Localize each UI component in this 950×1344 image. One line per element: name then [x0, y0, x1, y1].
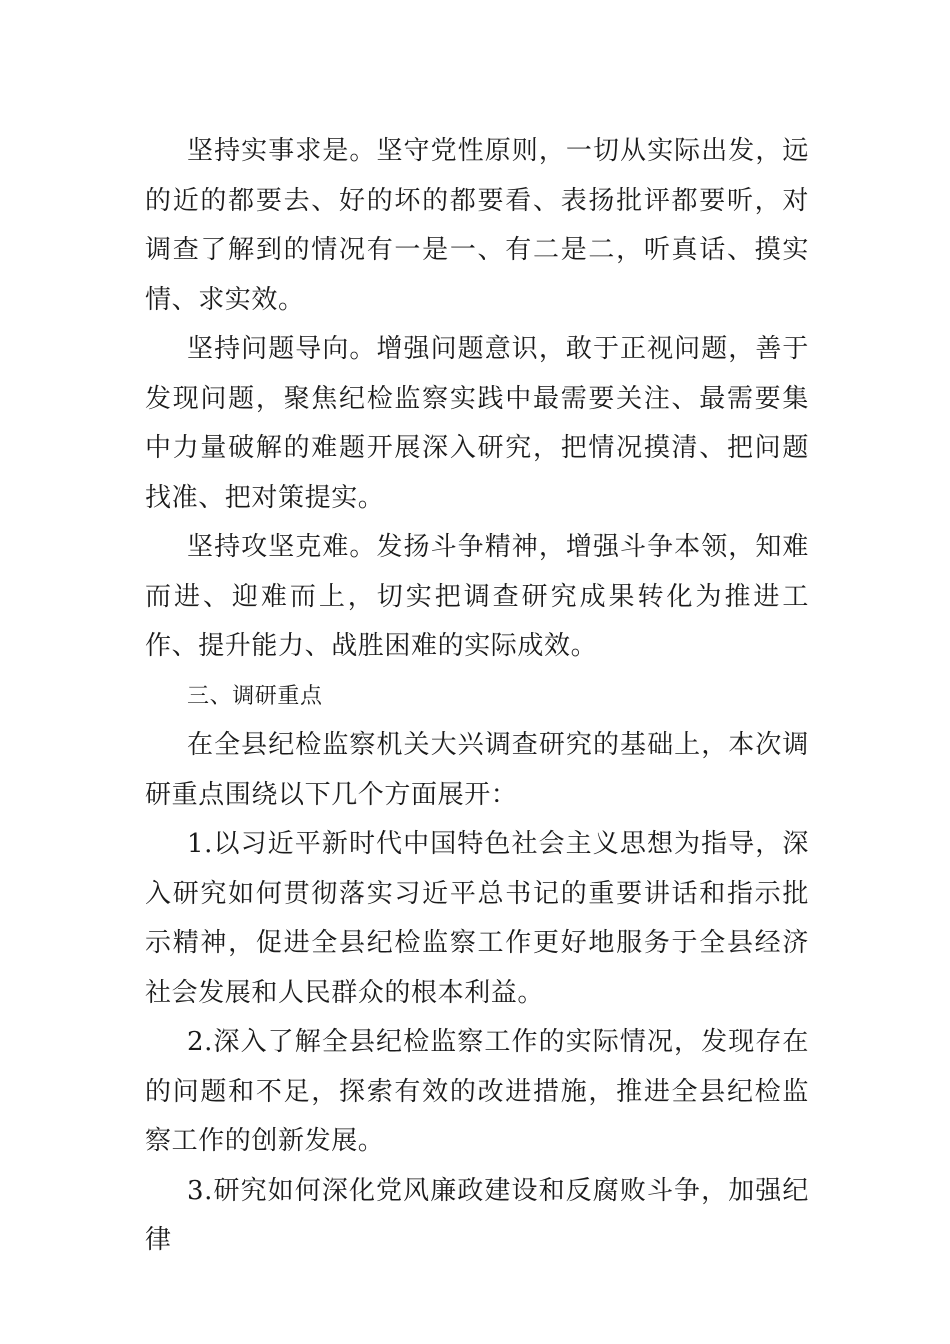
list-item-3: 3.研究如何深化党风廉政建设和反腐败斗争，加强纪律 [145, 1175, 809, 1255]
document-body [145, 127, 809, 1266]
section-heading: 三、调研重点 [187, 683, 323, 709]
paragraph-seek-truth: 坚持实事求是。坚守党性原则，一切从实际出发，远的近的都要去、好的坏的都要看、表扬批评都要听，对调查了解到的情况有一是一、有二是二，听真话、摸实情、求实效。 [145, 136, 809, 315]
list-item-1: 1.以习近平新时代中国特色社会主义思想为指导，深入研究如何贯彻落实习近平总书记的重要讲话和指示批示精神，促进全县纪检监察工作更好地服务于全县经济社会发展和人民群众的根本利益。 [145, 829, 809, 1008]
paragraph-overcome-difficulties: 坚持攻坚克难。发扬斗争精神，增强斗争本领，知难而进、迎难而上，切实把调查研究成果转化为推进工作、提升能力、战胜困难的实际成效。 [145, 532, 809, 661]
paragraph-problem-oriented: 坚持问题导向。增强问题意识，敢于正视问题，善于发现问题，聚焦纪检监察实践中最需要关注、最需要集中力量破解的难题开展深入研究，把情况摸清、把问题找准、把对策提实。 [145, 334, 809, 513]
paragraph-intro: 在全县纪检监察机关大兴调查研究的基础上，本次调研重点围绕以下几个方面展开： [145, 730, 809, 810]
list-item-2: 2.深入了解全县纪检监察工作的实际情况，发现存在的问题和不足，探索有效的改进措施，推进全县纪检监察工作的创新发展。 [145, 1027, 809, 1156]
